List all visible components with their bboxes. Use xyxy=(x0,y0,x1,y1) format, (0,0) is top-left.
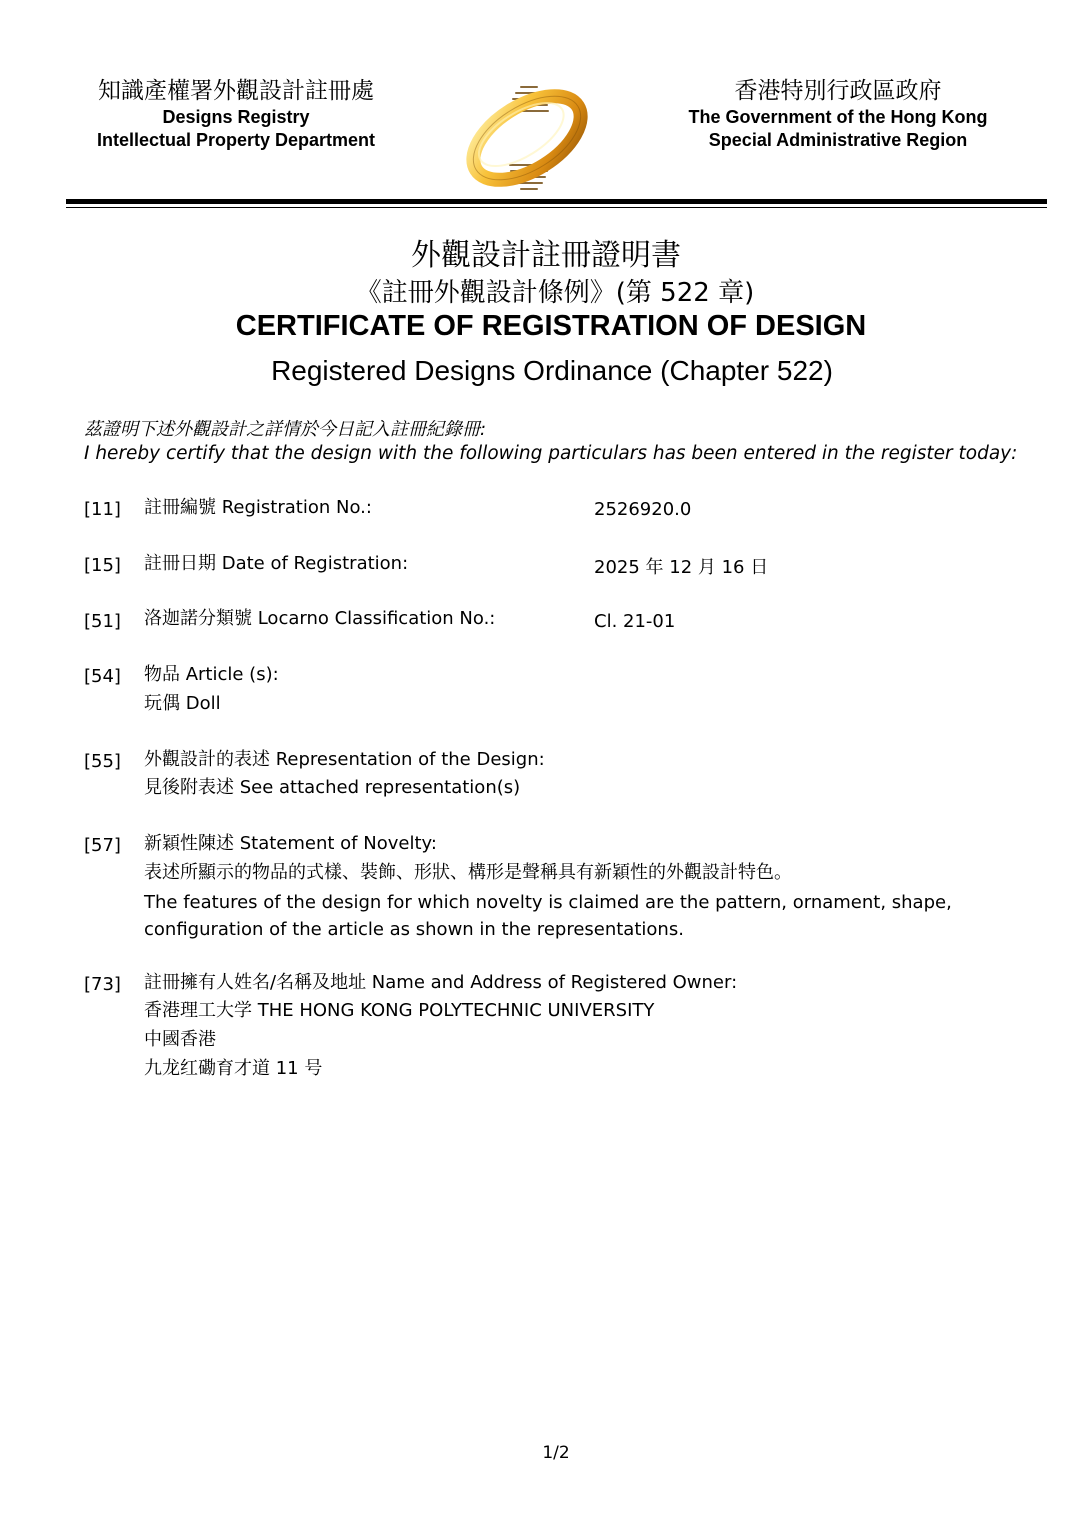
header-gov-zh: 香港特別行政區政府 xyxy=(734,78,942,104)
field-code-54: [54] xyxy=(84,666,121,687)
novelty-en-line-1: The features of the design for which novelty is claimed are the pattern, ornament, shape, xyxy=(144,892,952,913)
field-code-11: [11] xyxy=(84,499,121,520)
article-value: 玩偶 Doll xyxy=(144,693,221,714)
header-dept-en-2: Intellectual Property Department xyxy=(96,130,376,150)
field-code-55: [55] xyxy=(84,751,121,772)
owner-label: 註冊擁有人姓名/名稱及地址 Name and Address of Registered Owner: xyxy=(144,972,738,993)
field-code-15: [15] xyxy=(84,555,121,576)
novelty-en-line-2: configuration of the article as shown in the representations. xyxy=(144,919,684,940)
registration-no-label: 註冊編號 Registration No.: xyxy=(144,497,372,518)
certify-zh: 茲證明下述外觀設計之詳情於今日記入註冊紀錄冊: xyxy=(84,419,487,440)
novelty-zh: 表述所顯示的物品的式樣、裝飾、形狀、構形是聲稱具有新穎性的外觀設計特色。 xyxy=(144,862,792,883)
header-dept-en-1: Designs Registry xyxy=(162,107,310,127)
header-dept-zh: 知識產權署外觀設計註冊處 xyxy=(98,78,374,104)
header-gov-en-2: Special Administrative Region xyxy=(708,130,968,150)
title-zh-ordinance: 《註冊外觀設計條例》(第 522 章) xyxy=(355,278,755,308)
header-divider-thick xyxy=(66,199,1047,204)
title-en: CERTIFICATE OF REGISTRATION OF DESIGN xyxy=(235,310,867,342)
header-divider-thin xyxy=(66,207,1047,208)
representation-value: 見後附表述 See attached representation(s) xyxy=(144,777,521,798)
novelty-label: 新穎性陳述 Statement of Novelty: xyxy=(144,833,437,854)
field-code-73: [73] xyxy=(84,974,121,995)
owner-address-line-2: 九龙红磡育才道 11 号 xyxy=(144,1058,323,1079)
field-code-57: [57] xyxy=(84,835,121,856)
registration-date-label: 註冊日期 Date of Registration: xyxy=(144,553,409,574)
page-number: 1/2 xyxy=(542,1443,570,1463)
locarno-value: Cl. 21-01 xyxy=(594,611,676,632)
certify-en: I hereby certify that the design with the following particulars has been entered in the register today: xyxy=(84,443,1018,464)
locarno-label: 洛迦諾分類號 Locarno Classification No.: xyxy=(144,608,496,629)
representation-label: 外觀設計的表述 Representation of the Design: xyxy=(144,749,545,770)
header-gov-en-1: The Government of the Hong Kong xyxy=(688,107,988,127)
registration-date-value: 2025 年 12 月 16 日 xyxy=(594,557,769,578)
ipd-gold-ring-logo-icon xyxy=(462,80,592,196)
article-label: 物品 Article (s): xyxy=(144,664,279,685)
field-code-51: [51] xyxy=(84,611,121,632)
registration-no-value: 2526920.0 xyxy=(594,499,692,520)
ipd-gold-ring-logo xyxy=(462,80,592,196)
owner-name: 香港理工大学 THE HONG KONG POLYTECHNIC UNIVERSITY xyxy=(144,1000,655,1021)
title-en-ordinance: Registered Designs Ordinance (Chapter 522) xyxy=(271,355,833,386)
title-zh: 外觀設計註冊證明書 xyxy=(411,238,681,273)
owner-address-line-1: 中國香港 xyxy=(144,1029,216,1050)
